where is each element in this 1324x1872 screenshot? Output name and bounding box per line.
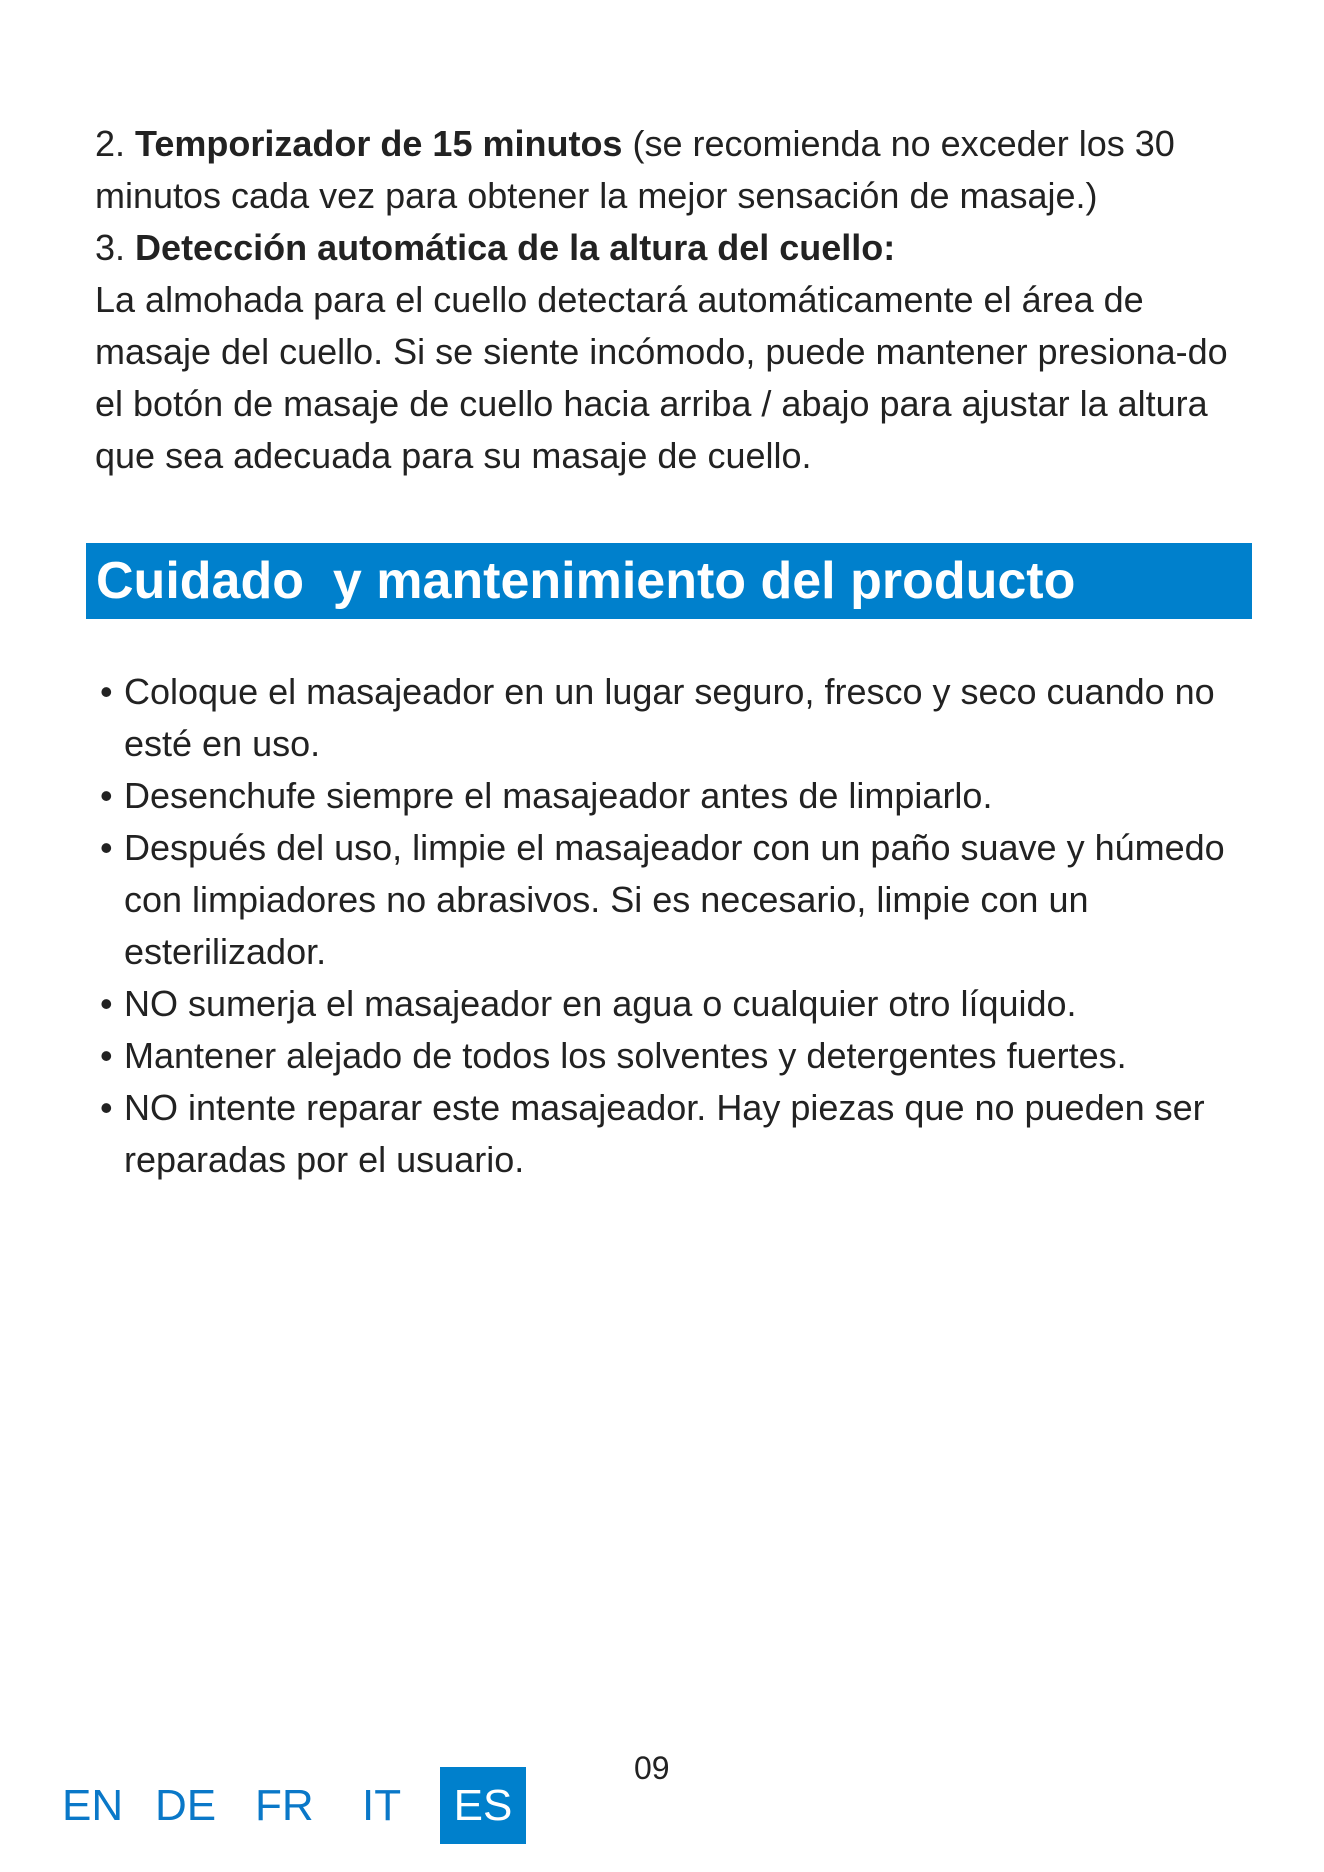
item-2-heading: Temporizador de 15 minutos [135, 123, 623, 164]
list-item-text: Mantener alejado de todos los solventes y detergentes fuertes. [124, 1035, 1127, 1076]
list-item-text: Coloque el masajeador en un lugar seguro, fresco y seco cuando no esté en uso. [124, 671, 1215, 764]
item-3-number: 3. [95, 227, 126, 268]
section-banner [86, 543, 1252, 619]
list-item [100, 770, 1260, 822]
page-number: 09 [634, 1750, 670, 1786]
bullet-icon: • [100, 671, 113, 712]
lang-tab-de[interactable]: DE [155, 1781, 217, 1830]
list-item [100, 822, 1260, 978]
intro-section [95, 118, 1255, 482]
lang-tab-fr[interactable]: FR [255, 1781, 314, 1830]
list-item [100, 1082, 1260, 1186]
bullet-icon: • [100, 983, 113, 1024]
care-list [100, 666, 1260, 1186]
list-item-text: NO intente reparar este masajeador. Hay piezas que no pueden ser reparadas por el usuario. [124, 1087, 1205, 1180]
item-2-number: 2. [95, 123, 126, 164]
section-title: Cuidado y mantenimiento del producto [96, 552, 1076, 610]
item-3-body: La almohada para el cuello detectará automáticamente el área de masaje del cuello. Si se siente incómodo, puede mantener presiona-do el botón de masaje de cuello hacia arriba / abajo para ajustar la altura que sea adecuada para su masaje de cuello. [95, 279, 1228, 476]
bullet-icon: • [100, 1035, 113, 1076]
item-3 [95, 222, 1255, 274]
list-item-text: Desenchufe siempre el masajeador antes de limpiarlo. [124, 775, 993, 816]
list-item [100, 666, 1260, 770]
lang-tab-es[interactable]: ES [440, 1767, 526, 1844]
item-2 [95, 118, 1255, 222]
lang-tab-it[interactable]: IT [362, 1781, 402, 1830]
list-item-text: NO sumerja el masajeador en agua o cualquier otro líquido. [124, 983, 1077, 1024]
list-item-text: Después del uso, limpie el masajeador con un paño suave y húmedo con limpiadores no abrasivos. Si es necesario, limpie con un esterilizador. [124, 827, 1225, 972]
bullet-icon: • [100, 775, 113, 816]
bullet-icon: • [100, 827, 113, 868]
bullet-icon: • [100, 1087, 113, 1128]
item-3-heading: Detección automática de la altura del cuello: [135, 227, 896, 268]
list-item [100, 1030, 1260, 1082]
item-2-text: (se recomienda no exceder los 30 minutos cada vez para obtener la mejor sensación de masaje.) [95, 123, 1175, 216]
lang-tab-en[interactable]: EN [62, 1781, 124, 1830]
list-item [100, 978, 1260, 1030]
